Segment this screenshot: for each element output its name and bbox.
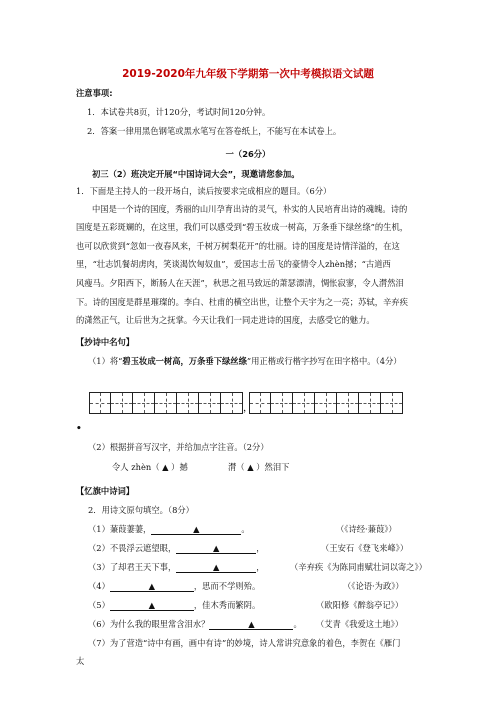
- fill-row: （1）蒹葭萋萋， ▲ 。: [88, 524, 250, 534]
- passage-line: 国度是五彩斑斓的，在这里，我们可以感受到“碧玉妆成一树高，万条垂下绿丝绦”的生机，: [76, 222, 409, 232]
- notice-item-1: 1．本试卷共8页，计120分，考试时间120分钟。: [87, 107, 271, 117]
- grid-cell[interactable]: [199, 392, 221, 414]
- source-citation: （王安石《登飞来峰》）: [321, 543, 409, 553]
- section-heading: 一（26分）: [225, 149, 271, 159]
- passage-line: 也可以欣赏到“忽如一夜春风来，千树万树梨花开”的壮丽。诗的国度是诗情洋溢的，在这: [76, 241, 400, 251]
- answer-blank[interactable]: ▲: [176, 562, 256, 573]
- grid-cell[interactable]: [381, 392, 403, 414]
- answer-blank[interactable]: ▲: [110, 600, 194, 611]
- grid-cell[interactable]: [359, 392, 381, 414]
- grid-cell[interactable]: [111, 392, 133, 414]
- grid-cell[interactable]: [133, 392, 155, 414]
- bullet-dot: •: [76, 424, 82, 434]
- source-citation: （艾青《我爱这土地》）: [316, 619, 404, 629]
- grid-cell[interactable]: [221, 392, 243, 414]
- notice-item-2: 2．答案一律用黑色钢笔或黑水笔写在答卷纸上，不能写在本试卷上。: [87, 126, 342, 136]
- source-citation: （《诗经·蒹葭》）: [336, 524, 397, 534]
- answer-slot-a[interactable]: 令人 zhèn（ ▲ ）撼: [112, 462, 188, 472]
- question-1: 1．下面是主持人的一段开场白，读后按要求完成相应的题目。（6分）: [76, 186, 332, 196]
- answer-blank[interactable]: ▲: [151, 524, 241, 535]
- passage-line: 下。诗的国度是群星璀璨的。李白、杜甫的横空出世，让整个天宇为之一亮；苏轼，辛弃疾: [76, 297, 408, 307]
- subsection-heading: 【抄诗中名句】: [76, 337, 135, 347]
- section-intro: 初三（2）班决定开展“中国诗词大会”，现邀请您参加。: [92, 169, 300, 179]
- fill-row: （2）不畏浮云遮望眼， ▲ ，: [88, 543, 265, 553]
- fill-row: （6）为什么我的眼里常含泪水？ ▲ 。: [88, 619, 302, 629]
- source-citation: （《论语·为政》）: [343, 581, 404, 591]
- question-2: 2．用诗文原句填空。（8分）: [88, 505, 194, 515]
- answer-slot-b[interactable]: 潸（ ▲ ）然泪下: [228, 462, 290, 472]
- question-2-7-cont: 太: [76, 656, 85, 666]
- grid-cell[interactable]: [155, 392, 177, 414]
- passage-line: 里，“壮志饥餐胡虏肉，笑谈渴饮匈奴血”，爱国志士岳飞的豪情令人zhèn撼；“古道西: [76, 259, 391, 269]
- fill-row: （5） ▲ ，佳木秀而繁阴。: [88, 600, 261, 610]
- question-2-7: （7）为了营造“诗中有画，画中有诗”的妙境，诗人常讲究意象的着色，李贺在《雁门: [88, 638, 401, 648]
- fill-row: （4） ▲ ，思而不学则殆。: [88, 581, 261, 591]
- subsection-heading: 【忆旗中诗词】: [76, 486, 135, 496]
- question-1-1: （1）将“碧玉妆成一树高，万条垂下绿丝绦”用正楷或行楷字抄写在田字格中。（4分）: [88, 356, 402, 366]
- passage-line: 中国是一个诗的国度，秀丽的山川孕育出诗的灵气，朴实的人民培育出诗的魂魄。诗的: [92, 204, 408, 214]
- source-citation: （欧阳修《醉翁亭记》）: [316, 600, 404, 610]
- notice-heading: 注意事项:: [76, 88, 113, 98]
- answer-blank[interactable]: ▲: [110, 581, 194, 592]
- answer-blank[interactable]: ▲: [209, 619, 293, 630]
- grid-cell[interactable]: [249, 392, 271, 414]
- grid-cell[interactable]: [293, 392, 315, 414]
- passage-line: 风瘦马。夕阳西下，断肠人在天涯”，秋思之祖马致远的萧瑟漂清，惆怅寂寥，令人潸然泪: [76, 278, 404, 288]
- source-citation: （辛弃疾《为陈同甫赋壮词以寄之》）: [290, 562, 427, 572]
- grid-cell[interactable]: [337, 392, 359, 414]
- page-title: 2019-2020年九年级下学期第一次中考模拟语文试题: [122, 68, 374, 80]
- grid-cell[interactable]: [315, 392, 337, 414]
- answer-blank[interactable]: ▲: [176, 543, 256, 554]
- fill-row: （3）了却君王天下事， ▲ ，: [88, 562, 265, 572]
- grid-cell[interactable]: [89, 392, 111, 414]
- tianzige-grid[interactable]: [89, 392, 403, 414]
- question-1-2: （2）根据拼音写汉字，并给加点字注音。（2分）: [88, 442, 269, 452]
- grid-cell[interactable]: [177, 392, 199, 414]
- grid-cell[interactable]: [271, 392, 293, 414]
- passage-line: 的潇然正气，让后世为之抚掌。今天让我们一同走进诗的国度，去感受它的魅力。: [76, 315, 375, 325]
- grid-comma: ，: [243, 403, 253, 414]
